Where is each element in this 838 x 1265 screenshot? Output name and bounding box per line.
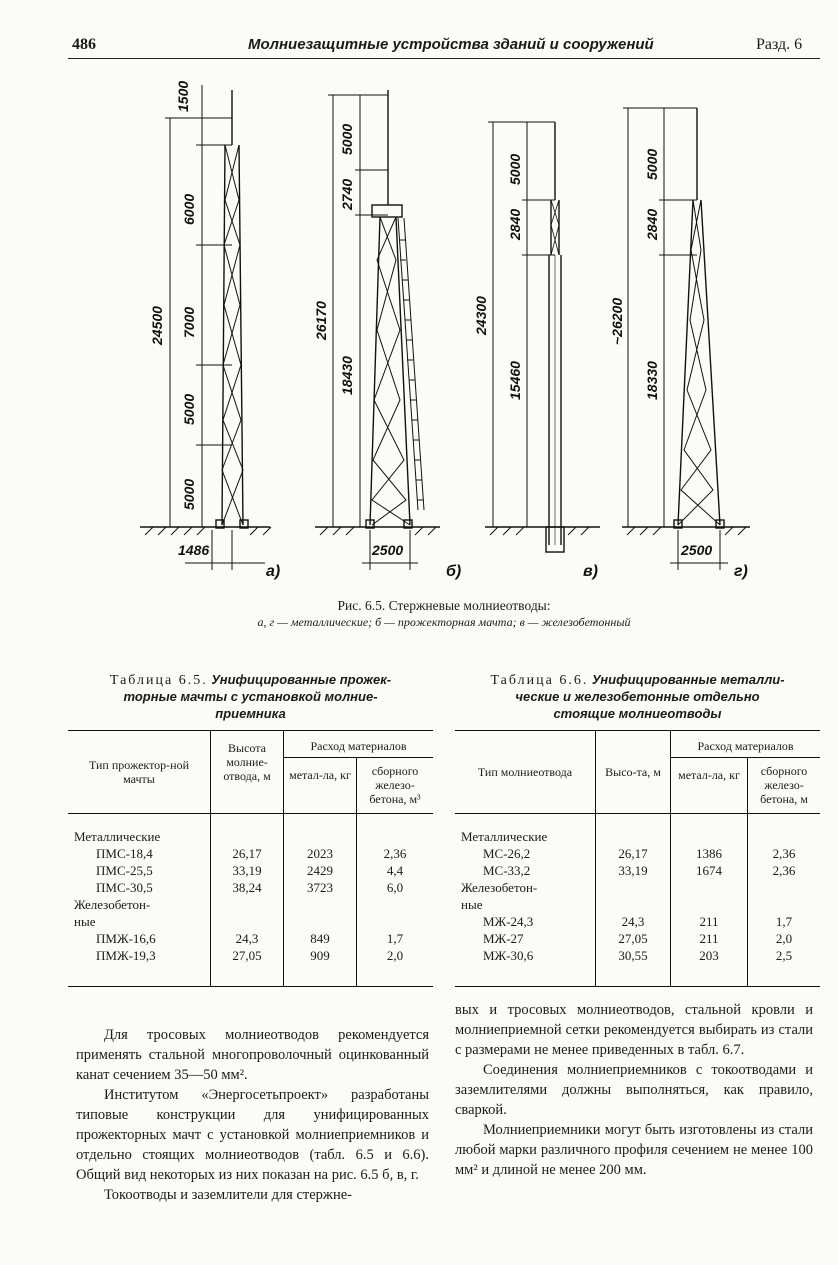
cell-height: 27,05: [596, 930, 671, 947]
table-row: [455, 862, 820, 879]
cell-metal: 1386: [671, 845, 748, 862]
dim-label: 1486: [178, 542, 210, 558]
cell-metal: [284, 896, 357, 913]
table-row: [68, 930, 433, 947]
mast-b: [366, 90, 424, 528]
table65-caption-line2: торные мачты с установкой молние-: [123, 689, 378, 704]
cell-concrete: [357, 913, 434, 930]
table-row: [455, 947, 820, 987]
cell-concrete: 2,0: [357, 947, 434, 987]
dim-label: 6000: [181, 193, 197, 225]
cell-height: 26,17: [596, 845, 671, 862]
cell-metal: 211: [671, 930, 748, 947]
dim-label: 5000: [507, 153, 523, 185]
dim-label: 26170: [313, 301, 329, 340]
paragraph: Молниеприемники могут быть изготовлены из стали любой марки различного профиля сечением не менее 100 мм² и длиной не менее 200 мм.: [455, 1122, 813, 1178]
table66-caption-line3: стоящие молниеотводы: [553, 706, 722, 721]
dimensions-a: [165, 85, 265, 570]
cell-name: Металлические: [74, 829, 161, 844]
cell-name: МС-33,2: [483, 863, 531, 878]
cell-name: ные: [461, 897, 483, 912]
table-row: [68, 896, 433, 913]
text-column-left: [76, 1025, 429, 1205]
panel-label: г): [734, 563, 748, 580]
th-concrete: сборного железо-бетона, м³: [357, 758, 434, 814]
cell-metal: [671, 879, 748, 896]
cell-metal: 909: [284, 947, 357, 987]
table65-body: [68, 814, 433, 987]
table-row: [68, 862, 433, 879]
running-title: Молниезащитные устройства зданий и сооружений: [248, 36, 654, 53]
dimensions-g: [623, 108, 728, 570]
panel-label: а): [266, 563, 281, 580]
cell-height: [211, 814, 284, 846]
cell-metal: [671, 896, 748, 913]
th-metal: метал-ла, кг: [284, 758, 357, 814]
cell-name: ПМС-18,4: [96, 846, 153, 861]
cell-height: 27,05: [211, 947, 284, 987]
dim-label: 18430: [339, 356, 355, 395]
dim-label: 2840: [507, 208, 523, 240]
dim-label: 5000: [181, 393, 197, 425]
table-row: [68, 814, 433, 846]
table66-caption-line2: ческие и железобетонные отдельно: [515, 689, 760, 704]
dim-label: 2500: [681, 542, 713, 558]
figure-drawing: [0, 0, 838, 600]
dim-label: 7000: [181, 306, 197, 338]
paragraph: Для тросовых молниеотводов рекомендуется применять стальной многопроволочный оцинкованный канат сечением 35—50 мм².: [76, 1027, 429, 1083]
cell-name: МС-26,2: [483, 846, 531, 861]
table-row: [68, 913, 433, 930]
cell-height: 30,55: [596, 947, 671, 987]
cell-metal: 203: [671, 947, 748, 987]
cell-concrete: 1,7: [748, 913, 821, 930]
panel-label: б): [446, 563, 462, 580]
cell-metal: 211: [671, 913, 748, 930]
cell-height: 24,3: [211, 930, 284, 947]
text-column-right: [455, 1000, 813, 1180]
cell-name: Железобетон-: [461, 880, 538, 895]
table-row: [68, 879, 433, 896]
table66-body: [455, 814, 820, 987]
dim-label: 18330: [644, 361, 660, 400]
page-number: 486: [72, 36, 96, 53]
cell-name: МЖ-24,3: [483, 914, 534, 929]
cell-height: [211, 913, 284, 930]
table-row: [455, 814, 820, 846]
cell-concrete: [357, 814, 434, 846]
table-row: [455, 896, 820, 913]
cell-concrete: [357, 896, 434, 913]
cell-metal: [284, 913, 357, 930]
mast-v: [546, 122, 564, 552]
dim-label: 5000: [181, 478, 197, 510]
dim-label: 2840: [644, 208, 660, 240]
cell-metal: [284, 814, 357, 846]
th-concrete: сборного железо-бетона, м: [748, 758, 821, 814]
table66-caption: [455, 672, 820, 723]
table65-caption-line3: приемника: [215, 706, 286, 721]
table-row: [455, 845, 820, 862]
cell-height: [596, 896, 671, 913]
dim-label: 1500: [175, 80, 191, 112]
th-consumption: Расход материалов: [671, 731, 821, 758]
table-row: [455, 930, 820, 947]
cell-metal: [671, 814, 748, 846]
cell-height: [596, 879, 671, 896]
dim-label: 5000: [644, 148, 660, 180]
cell-name: МЖ-30,6: [483, 948, 534, 963]
paragraph: Институтом «Энергосетьпроект» разработаны типовые конструкции для унифицированных прожекторных мачт с установкой молниеприемников и отдельно стоящих молниеотводов (табл. 6.5 и 6.6). Общий вид некоторых из них показан на рис. 6.5 б, в, г.: [76, 1087, 429, 1183]
table-row: [455, 879, 820, 896]
mast-g: [674, 108, 724, 528]
cell-name: Металлические: [461, 829, 548, 844]
th-height: Высота молние-отвода, м: [211, 731, 284, 814]
section-label: Разд. 6: [756, 36, 803, 53]
dim-label: 15460: [507, 361, 523, 400]
paragraph: Соединения молниеприемников с токоотводами и заземлителями должны выполняться, как правило, сваркой.: [455, 1062, 813, 1118]
cell-concrete: 6,0: [357, 879, 434, 896]
cell-concrete: 4,4: [357, 862, 434, 879]
th-height: Высо-та, м: [596, 731, 671, 814]
paragraph: вых и тросовых молниеотводов, стальной кровли и молниеприемной сетки рекомендуется выбирать из стали с размерами не менее приведенных в табл. 6.7.: [455, 1002, 813, 1058]
cell-metal: 849: [284, 930, 357, 947]
cell-name: ные: [74, 914, 96, 929]
table66-caption-line1: Унифицированные металли-: [591, 672, 785, 687]
table-6-5: [68, 730, 433, 987]
cell-height: 33,19: [211, 862, 284, 879]
cell-name: ПМС-25,5: [96, 863, 153, 878]
paragraph: Токоотводы и заземлители для стержне-: [104, 1187, 352, 1203]
dim-label: ~26200: [609, 297, 625, 345]
cell-height: [211, 896, 284, 913]
cell-concrete: 2,0: [748, 930, 821, 947]
cell-name: ПМС-30,5: [96, 880, 153, 895]
cell-name: ПМЖ-19,3: [96, 948, 156, 963]
cell-concrete: 2,36: [748, 862, 821, 879]
table-row: [455, 913, 820, 930]
cell-concrete: 2,36: [357, 845, 434, 862]
th-consumption: Расход материалов: [284, 731, 434, 758]
th-metal: метал-ла, кг: [671, 758, 748, 814]
cell-metal: 2429: [284, 862, 357, 879]
table65-caption-prefix: Таблица 6.5.: [109, 673, 208, 688]
th-type: Тип прожектор-ной мачты: [88, 758, 190, 786]
mast-a: [216, 90, 248, 528]
cell-name: МЖ-27: [483, 931, 524, 946]
table65-caption-line1: Унифицированные прожек-: [211, 672, 392, 687]
dim-label: 24500: [149, 306, 165, 345]
table-row: [68, 947, 433, 987]
cell-concrete: 1,7: [357, 930, 434, 947]
ground-hatch: [145, 527, 746, 535]
table66-caption-prefix: Таблица 6.6.: [490, 673, 589, 688]
th-type: Тип молниеотвода: [477, 765, 573, 779]
cell-concrete: [748, 879, 821, 896]
cell-height: [596, 814, 671, 846]
cell-metal: 2023: [284, 845, 357, 862]
cell-concrete: 2,36: [748, 845, 821, 862]
dim-label: 24300: [473, 296, 489, 335]
figure-caption: Рис. 6.5. Стержневые молниеотводы:: [337, 598, 551, 613]
figure-subcaption: а, г — металлические; б — прожекторная мачта; в — железобетонный: [257, 615, 631, 629]
cell-height: 38,24: [211, 879, 284, 896]
cell-name: ПМЖ-16,6: [96, 931, 156, 946]
table65-caption: [68, 672, 433, 723]
cell-height: 33,19: [596, 862, 671, 879]
dim-label: 2500: [372, 542, 404, 558]
cell-metal: 3723: [284, 879, 357, 896]
cell-height: 26,17: [211, 845, 284, 862]
cell-concrete: [748, 896, 821, 913]
cell-name: Железобетон-: [74, 897, 151, 912]
table-row: [68, 845, 433, 862]
dim-label: 5000: [339, 123, 355, 155]
table-6-6: [455, 730, 820, 987]
cell-concrete: [748, 814, 821, 846]
cell-height: 24,3: [596, 913, 671, 930]
panel-label: в): [583, 563, 598, 580]
dim-label: 2740: [339, 178, 355, 210]
cell-metal: 1674: [671, 862, 748, 879]
cell-concrete: 2,5: [748, 947, 821, 987]
